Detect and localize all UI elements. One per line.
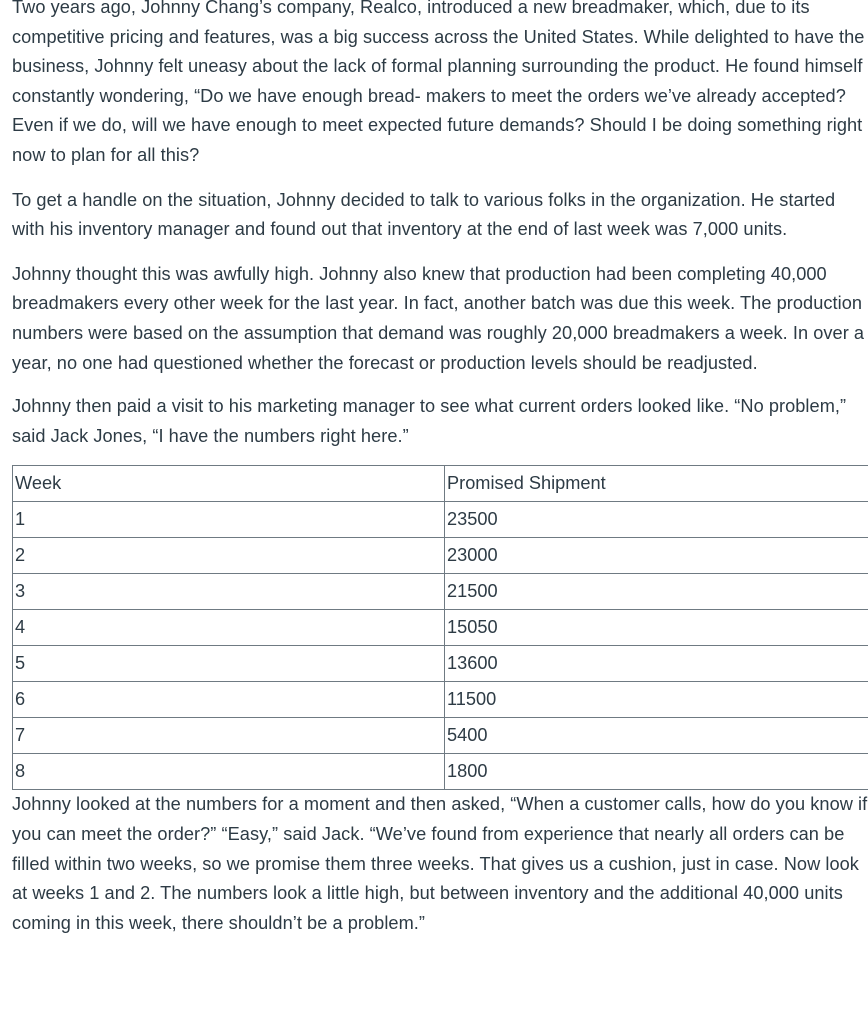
week-cell: 2 — [13, 538, 445, 574]
table-row — [13, 574, 868, 610]
table-row — [13, 538, 868, 574]
shipment-cell: 1800 — [445, 754, 868, 790]
week-cell: 1 — [13, 502, 445, 538]
column-header-week: Week — [13, 466, 445, 502]
paragraph-inventory: To get a handle on the situation, Johnny decided to talk to various folks in the organization. He started with his inventory manager and found out that inventory at the end of last week was 7,000 units. — [12, 189, 836, 240]
document-body — [12, 0, 868, 938]
week-cell: 7 — [13, 718, 445, 754]
table-row — [13, 502, 868, 538]
table-row — [13, 754, 868, 790]
paragraph-intro: Two years ago, Johnny Chang’s company, Realco, introduced a new breadmaker, which, due to its competitive pricing and features, was a big success across the United States. While delighted to have the business, Johnny felt uneasy about the lack of formal planning surrounding the product. He found himself constantly wondering, “Do we have enough bread- makers to meet the orders we’ve already accepted? Even if we do, will we have enough to meet expected future demands? Should I be doing something right now to plan for all this? — [12, 0, 865, 165]
column-header-promised-shipment: Promised Shipment — [445, 466, 868, 502]
shipment-cell: 5400 — [445, 718, 868, 754]
week-cell: 5 — [13, 646, 445, 682]
table-header-row — [13, 466, 868, 502]
week-cell: 4 — [13, 610, 445, 646]
shipment-cell: 21500 — [445, 574, 868, 610]
shipment-cell: 23000 — [445, 538, 868, 574]
week-cell: 8 — [13, 754, 445, 790]
paragraph-conclusion: Johnny looked at the numbers for a moment and then asked, “When a customer calls, how do you know if you can meet the order?” “Easy,” said Jack. “We’ve found from experience that nearly all orders can be filled within two weeks, so we promise them three weeks. That gives us a cushion, just in case. Now look at weeks 1 and 2. The numbers look a little high, but between inventory and the additional 40,000 units coming in this week, there shouldn’t be a problem.” — [12, 794, 868, 933]
table-row — [13, 718, 868, 754]
table-row — [13, 610, 868, 646]
paragraph-production: Johnny thought this was awfully high. Johnny also knew that production had been completing 40,000 breadmakers every other week for the last year. In fact, another batch was due this week. The production numbers were based on the assumption that demand was roughly 20,000 breadmakers a week. In over a year, no one had questioned whether the forecast or production levels should be readjusted. — [12, 263, 865, 373]
shipment-cell: 13600 — [445, 646, 868, 682]
week-cell: 3 — [13, 574, 445, 610]
shipment-cell: 15050 — [445, 610, 868, 646]
table-row — [13, 646, 868, 682]
shipment-cell: 23500 — [445, 502, 868, 538]
week-cell: 6 — [13, 682, 445, 718]
table-row — [13, 682, 868, 718]
shipment-cell: 11500 — [445, 682, 868, 718]
promised-shipment-table — [12, 465, 868, 790]
paragraph-marketing: Johnny then paid a visit to his marketing manager to see what current orders looked like. “No problem,” said Jack Jones, “I have the numbers right here.” — [12, 396, 847, 446]
